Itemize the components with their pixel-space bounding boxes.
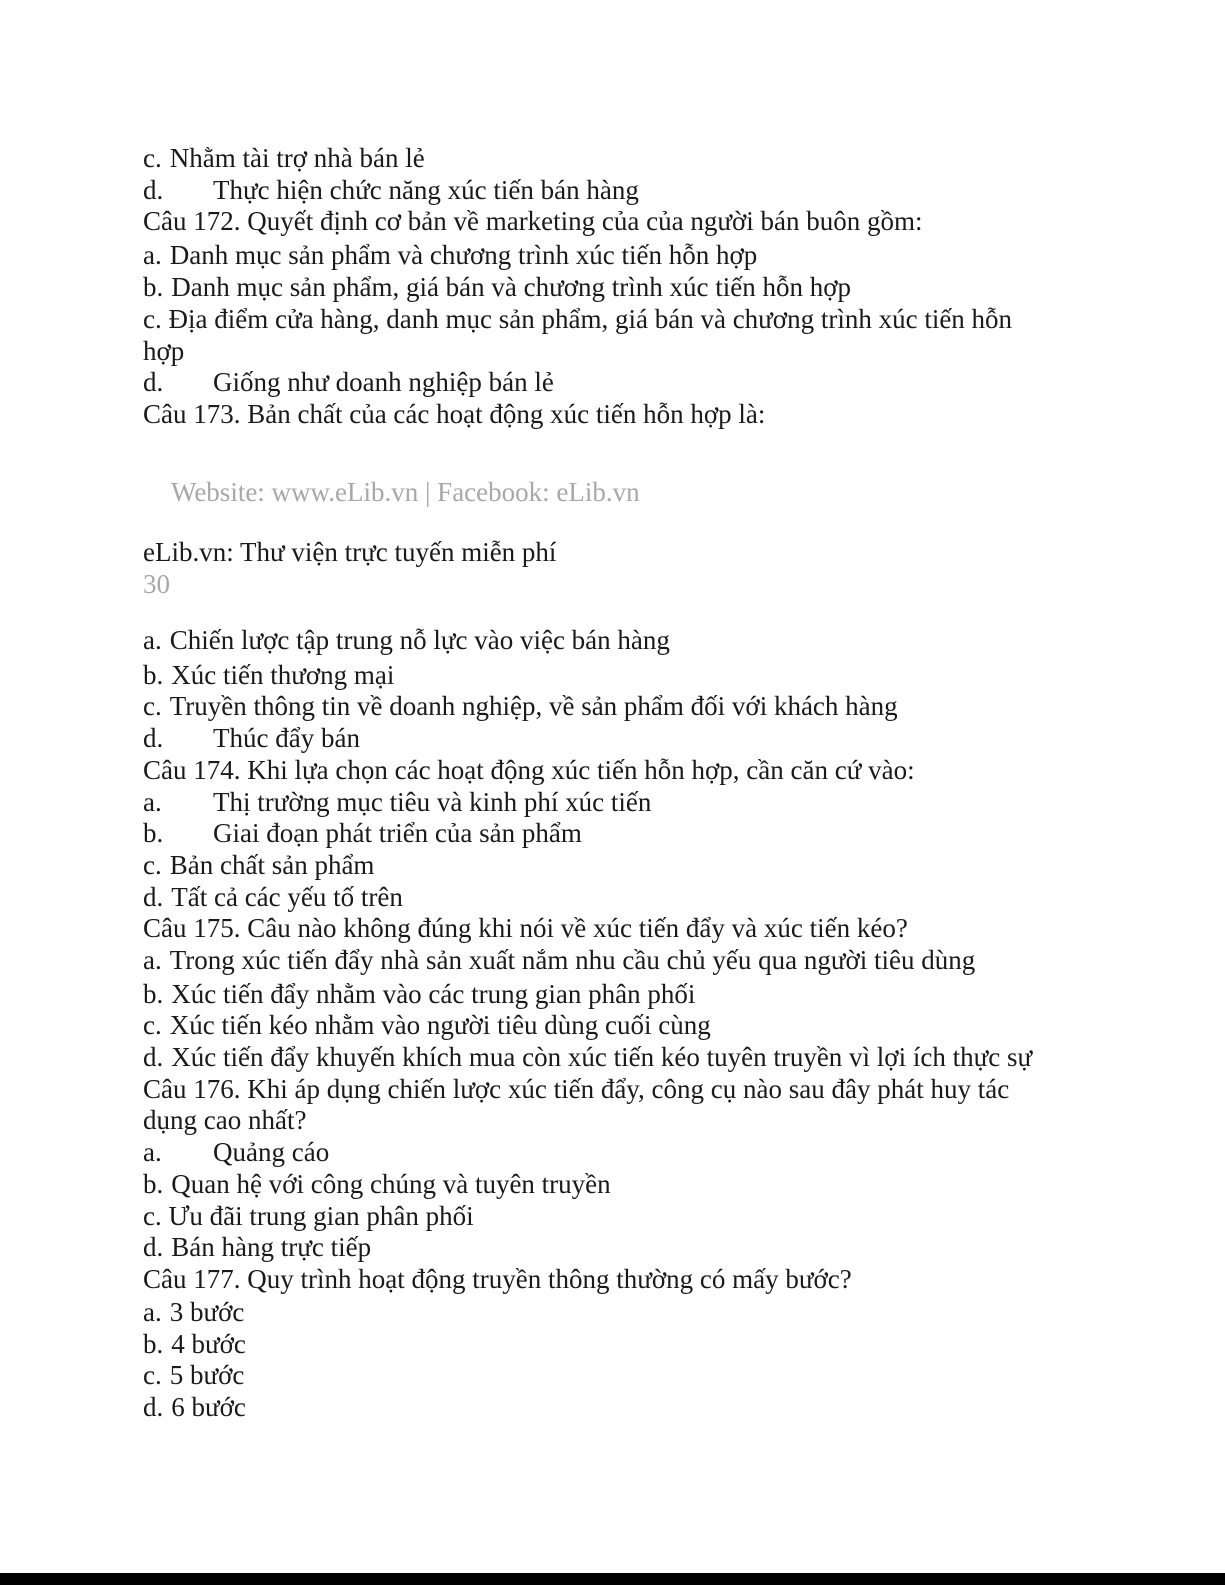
option-text: Xúc tiến đẩy nhằm vào các trung gian phân phối [171,979,696,1009]
q174-option-b [143,817,582,849]
option-label: d. [143,882,164,912]
q177-option-d [143,1391,246,1423]
q174-option-d [143,881,403,913]
option-text: Truyền thông tin về doanh nghiệp, về sản phẩm đối với khách hàng [169,691,898,721]
option-text: Xúc tiến kéo nhằm vào người tiêu dùng cuối cùng [169,1010,711,1040]
option-label: b. [143,979,164,1009]
q172-option-c-line1: c. Địa điểm cửa hàng, danh mục sản phẩm, giá bán và chương trình xúc tiến hỗn [143,304,1013,334]
q173-option-b [143,659,394,691]
q172-option-a [143,239,757,271]
q175-option-a [143,944,975,976]
option-text: Danh mục sản phẩm, giá bán và chương trình xúc tiến hỗn hợp [171,272,852,302]
q172-option-d [143,366,554,398]
q176-option-a [143,1136,329,1168]
question-177: Câu 177. Quy trình hoạt động truyền thông thường có mấy bước? [143,1264,852,1294]
q172-option-b [143,271,851,303]
q172-option-c-line2: hợp [143,336,185,366]
question-176-line2: dụng cao nhất? [143,1105,307,1135]
option-text: Thúc đẩy bán [213,723,360,753]
option-text: 3 bước [169,1297,245,1327]
option-text: Bản chất sản phẩm [169,850,375,880]
option-label: a. [143,1137,162,1167]
question-175: Câu 175. Câu nào không đúng khi nói về xúc tiến đẩy và xúc tiến kéo? [143,913,908,943]
option-label: d. [143,367,164,397]
option-text: Giống như doanh nghiệp bán lẻ [213,367,554,397]
option-label: a. [143,625,162,655]
option-text: Trong xúc tiến đẩy nhà sản xuất nắm nhu cầu chủ yếu qua người tiêu dùng [169,945,976,975]
q177-option-a [143,1296,244,1328]
option-text: Bán hàng trực tiếp [171,1232,372,1262]
question-173: Câu 173. Bản chất của các hoạt động xúc tiến hỗn hợp là: [143,399,766,429]
option-label: b. [143,1329,164,1359]
option-label: a. [143,240,162,270]
option-label: b. [143,272,164,302]
question-174: Câu 174. Khi lựa chọn các hoạt động xúc tiến hỗn hợp, cần căn cứ vào: [143,755,915,785]
q173-option-d [143,722,360,754]
option-label: d. [143,723,164,753]
option-d [143,174,639,206]
q176-option-d [143,1231,371,1263]
option-label: b. [143,1169,164,1199]
option-label: c. [143,850,162,880]
option-text: Chiến lược tập trung nỗ lực vào việc bán hàng [169,625,670,655]
option-text: Nhằm tài trợ nhà bán lẻ [169,143,425,173]
option-label: d. [143,175,164,205]
option-text: Xúc tiến đẩy khuyến khích mua còn xúc tiến kéo tuyên truyền vì lợi ích thực sự [171,1042,1033,1072]
option-text: Thực hiện chức năng xúc tiến bán hàng [213,175,639,205]
q173-option-a [143,624,670,656]
option-text: Quảng cáo [213,1137,330,1167]
q176-option-c: c. Ưu đãi trung gian phân phối [143,1201,474,1231]
option-text: 6 bước [171,1392,246,1422]
option-label: a. [143,1297,162,1327]
option-label: c. [143,1010,162,1040]
question-176-line1: Câu 176. Khi áp dụng chiến lược xúc tiến đẩy, công cụ nào sau đây phát huy tác [143,1074,1010,1104]
question-172: Câu 172. Quyết định cơ bản về marketing của của người bán buôn gồm: [143,206,923,236]
option-label: c. [143,691,162,721]
option-label: d. [143,1232,164,1262]
page-number: 30 [143,569,170,599]
option-label: d. [143,1392,164,1422]
option-text: 5 bước [169,1360,245,1390]
option-text: Giai đoạn phát triển của sản phẩm [213,818,582,848]
q177-option-b [143,1328,246,1360]
page-bottom-border [0,1573,1225,1585]
q176-option-b [143,1168,611,1200]
option-label: c. [143,143,162,173]
option-text: Thị trường mục tiêu và kinh phí xúc tiến [213,787,652,817]
option-text: Xúc tiến thương mại [171,660,395,690]
option-c [143,142,425,174]
option-text: 4 bước [171,1329,246,1359]
q174-option-a [143,786,651,818]
page-header: eLib.vn: Thư viện trực tuyến miễn phí [143,537,557,567]
option-text: Quan hệ với công chúng và tuyên truyền [171,1169,611,1199]
option-text: Danh mục sản phẩm và chương trình xúc tiến hỗn hợp [169,240,758,270]
option-label: c. [143,1360,162,1390]
q175-option-d [143,1041,1032,1073]
q175-option-b [143,978,695,1010]
option-label: b. [143,818,164,848]
q177-option-c [143,1359,244,1391]
option-text: Tất cả các yếu tố trên [171,882,403,912]
q175-option-c [143,1009,711,1041]
option-label: d. [143,1042,164,1072]
q173-option-c [143,690,898,722]
q174-option-c [143,849,374,881]
option-label: a. [143,787,162,817]
option-label: b. [143,660,164,690]
footer-website: Website: www.eLib.vn | Facebook: eLib.vn [171,477,640,507]
option-label: a. [143,945,162,975]
